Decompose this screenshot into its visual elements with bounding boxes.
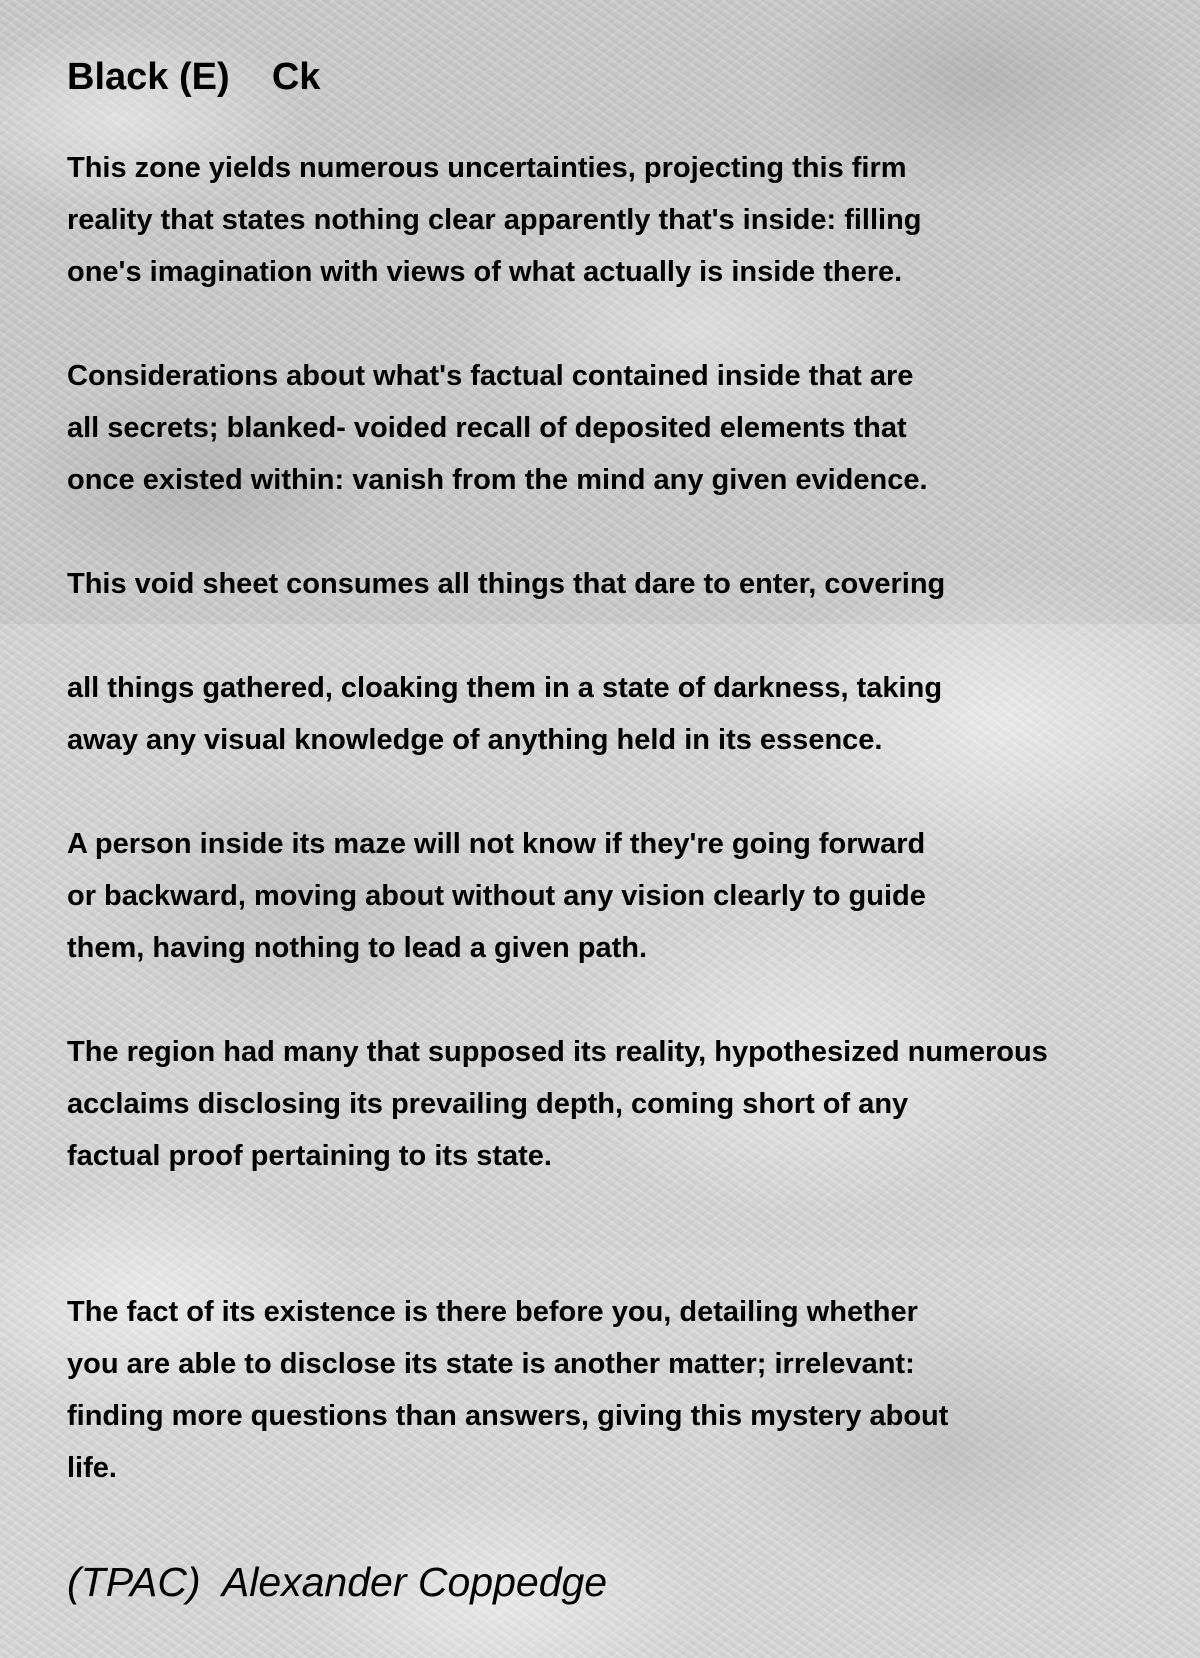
poem-container <box>67 50 1177 1494</box>
poem-body: This zone yields numerous uncertainties, projecting this firm reality that states nothing clear apparently that's inside: filling one's imagination with views of what actually is inside there. Considerations about what's factual contained inside that are all secrets; blanked- voided recall of deposited elements that once existed within: vanish from the mind any given evidence. This void sheet consumes all things that dare to enter, covering all things gathered, cloaking them in a state of darkness, taking away any visual knowledge of anything held in its essence. A person inside its maze will not know if they're going forward or backward, moving about without any vision clearly to guide them, having nothing to lead a given path. The region had many that supposed its reality, hypothesized numerous acclaims disclosing its prevailing depth, coming short of any factual proof pertaining to its state. The fact of its existence is there before you, detailing whether you are able to disclose its state is another matter; irrelevant: finding more questions than answers, giving this mystery about life. <box>67 152 1048 1484</box>
poem-title: Black (E) Ck <box>67 56 321 98</box>
poem-author: (TPAC) Alexander Coppedge <box>67 1559 608 1605</box>
